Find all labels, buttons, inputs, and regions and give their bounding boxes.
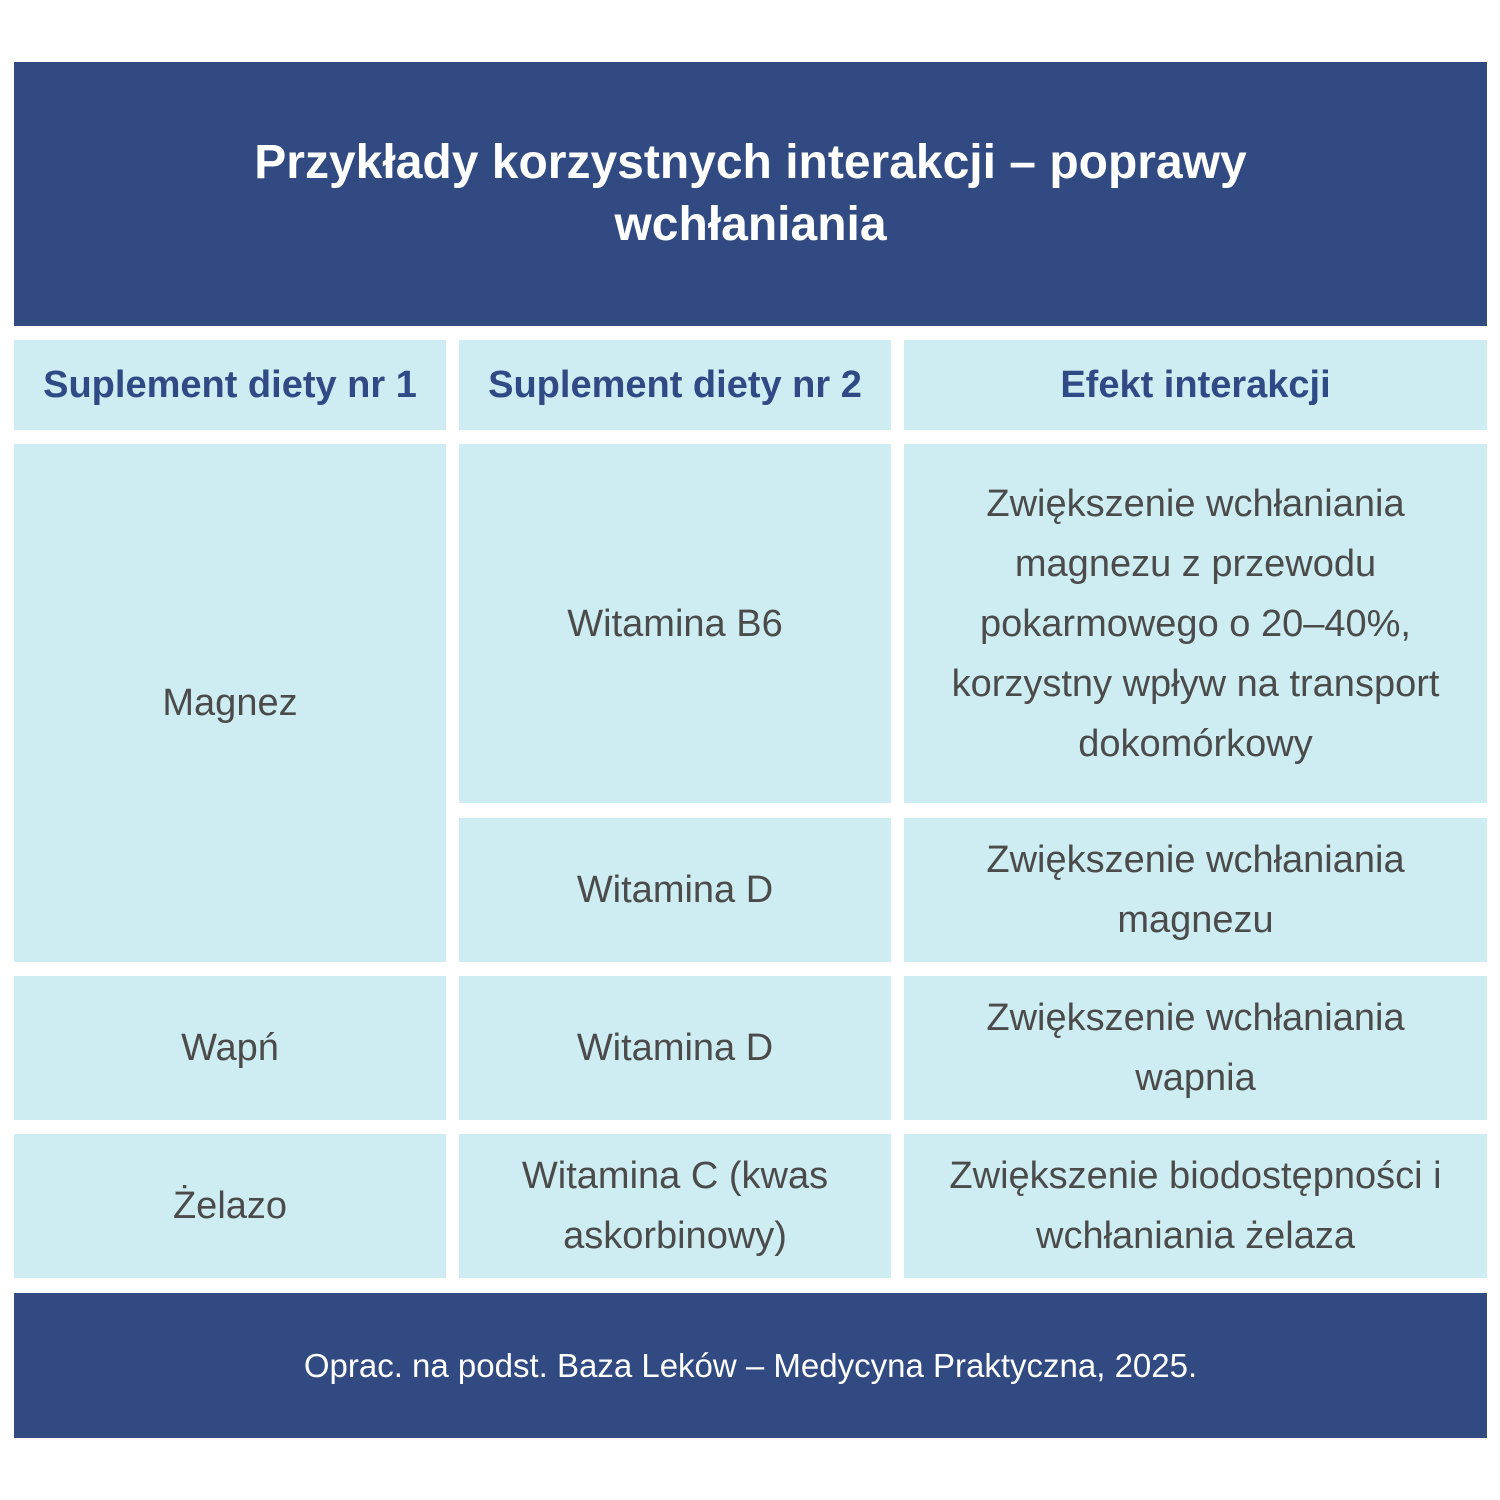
cell-effect-magnesium-b6: Zwiększenie wchłaniania magnezu z przewodu pokarmowego o 20–40%, korzystny wpływ na transport dokomórkowy xyxy=(904,444,1487,803)
table-title: Przykłady korzystnych interakcji – poprawy wchłaniania xyxy=(14,62,1487,326)
cell-supplement-1-iron: Żelazo xyxy=(14,1134,446,1278)
cell-effect-iron-c: Zwiększenie biodostępności i wchłaniania żelaza xyxy=(904,1134,1487,1278)
cell-effect-calcium-d: Zwiększenie wchłaniania wapnia xyxy=(904,976,1487,1120)
header-supplement-2: Suplement diety nr 2 xyxy=(459,340,891,430)
cell-supplement-2-vitamin-c: Witamina C (kwas askorbinowy) xyxy=(459,1134,891,1278)
cell-supplement-1-calcium: Wapń xyxy=(14,976,446,1120)
source-footer: Oprac. na podst. Baza Leków – Medycyna Praktyczna, 2025. xyxy=(14,1293,1487,1438)
cell-supplement-2-vitamin-d-magnesium: Witamina D xyxy=(459,818,891,962)
header-supplement-1: Suplement diety nr 1 xyxy=(14,340,446,430)
cell-supplement-2-vitamin-d-calcium: Witamina D xyxy=(459,976,891,1120)
cell-supplement-2-vitamin-b6: Witamina B6 xyxy=(459,444,891,803)
cell-supplement-1-magnesium: Magnez xyxy=(14,444,446,962)
cell-effect-magnesium-d: Zwiększenie wchłaniania magnezu xyxy=(904,818,1487,962)
header-effect: Efekt interakcji xyxy=(904,340,1487,430)
